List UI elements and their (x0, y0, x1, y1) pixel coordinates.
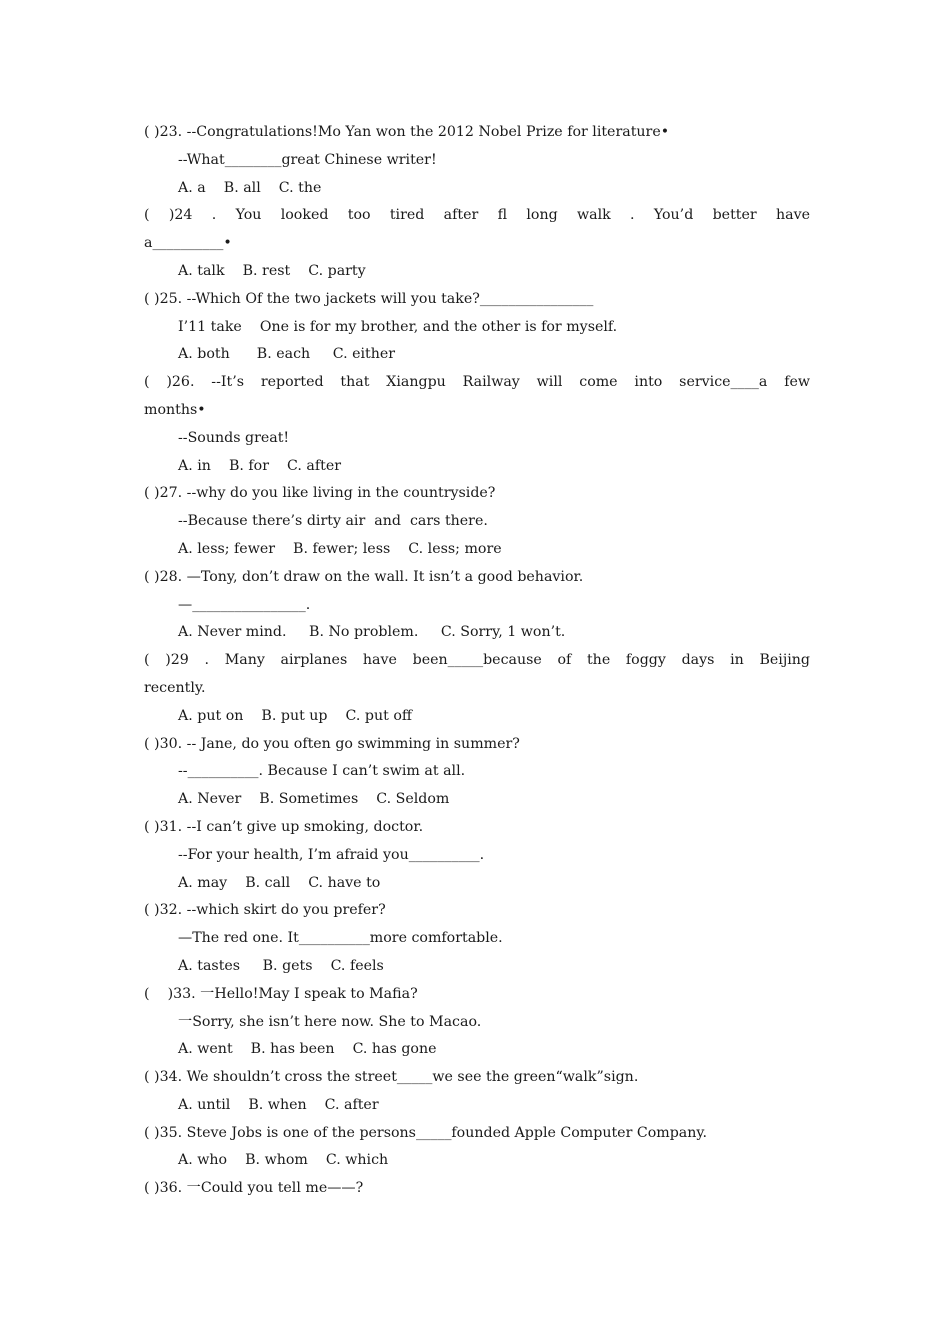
answer-line: A. until B. when C. after (178, 1096, 379, 1113)
question-line: ( )33. 一Hello!May I speak to Mafia? (144, 985, 418, 1002)
answer-line: A. who B. whom C. which (178, 1152, 389, 1169)
answer-line: --For your health, I’m afraid you__________. (178, 846, 485, 863)
question-line: ( )26. --It’s reported that Xiangpu Railway will come into service____a few (144, 374, 810, 391)
answer-line: I’11 take One is for my brother, and the other is for myself. (178, 318, 618, 335)
question-line: ( )27. --why do you like living in the countryside? (144, 485, 496, 502)
question-line: ( )29 . Many airplanes have been_____because of the foggy days in Beijing (144, 652, 810, 669)
question-line: recently. (144, 679, 206, 696)
document-page (144, 119, 810, 1203)
answer-line: —________________. (178, 596, 311, 613)
answer-line: --What________great Chinese writer! (178, 151, 437, 168)
question-line: ( )36. 一Could you tell me——? (144, 1180, 364, 1197)
answer-line: A. less; fewer B. fewer; less C. less; more (178, 540, 502, 557)
question-line: ( )31. --I can’t give up smoking, doctor. (144, 818, 424, 835)
answer-line: --Because there’s dirty air and cars there. (178, 513, 488, 530)
question-line: ( )32. --which skirt do you prefer? (144, 902, 386, 919)
answer-line: A. put on B. put up C. put off (178, 707, 412, 724)
answer-line: A. went B. has been C. has gone (178, 1041, 437, 1058)
answer-line: A. Never B. Sometimes C. Seldom (178, 791, 450, 808)
answer-line: --__________. Because I can’t swim at all. (178, 763, 466, 780)
question-line: ( )23. --Congratulations!Mo Yan won the 2012 Nobel Prize for literature• (144, 124, 670, 140)
answer-line: —The red one. It__________more comfortable. (178, 930, 503, 947)
answer-line: A. Never mind. B. No problem. C. Sorry, 1 won’t. (178, 624, 566, 641)
question-line: ( )34. We shouldn’t cross the street_____we see the green“walk”sign. (144, 1069, 639, 1086)
question-line: ( )28. —Tony, don’t draw on the wall. It isn’t a good behavior. (144, 568, 584, 585)
question-line: ( )24 . You looked too tired after fl long walk . You’d better have (144, 207, 810, 224)
answer-line: A. in B. for C. after (178, 457, 341, 474)
answer-line: --Sounds great! (178, 429, 290, 446)
answer-line: A. talk B. rest C. party (178, 262, 366, 279)
question-line: a__________• (144, 235, 232, 252)
question-line: months• (144, 401, 206, 418)
question-line: ( )35. Steve Jobs is one of the persons_____founded Apple Computer Company. (144, 1124, 708, 1141)
answer-line: 一Sorry, she isn’t here now. She to Macao. (178, 1013, 482, 1030)
answer-line: A. tastes B. gets C. feels (178, 957, 384, 974)
answer-line: A. a B. all C. the (178, 179, 322, 196)
answer-line: A. may B. call C. have to (178, 874, 381, 891)
question-line: ( )30. -- Jane, do you often go swimming in summer? (144, 735, 520, 752)
answer-line: A. both B. each C. either (178, 346, 396, 363)
question-line: ( )25. --Which Of the two jackets will you take?________________ (144, 290, 594, 307)
